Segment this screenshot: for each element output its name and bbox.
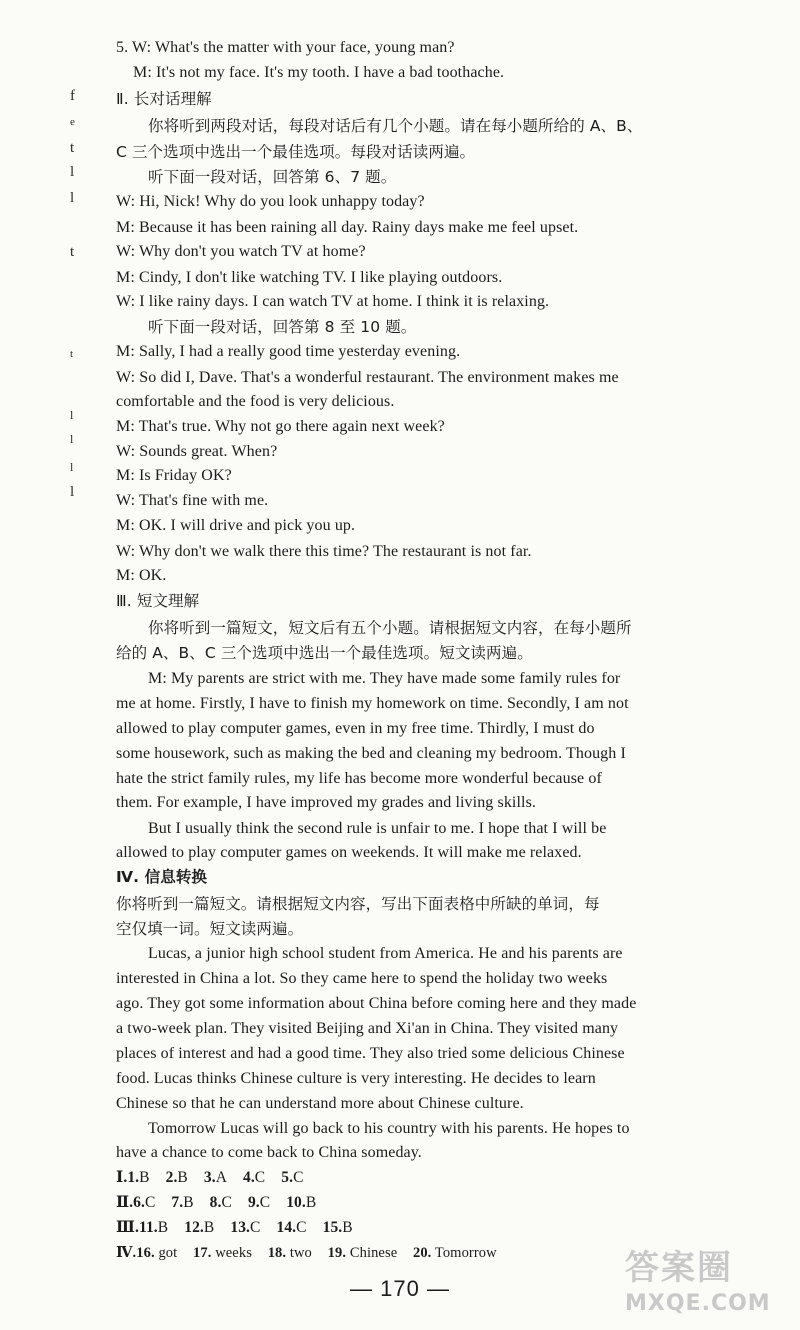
instruction: 空仅填一词。短文读两遍。 — [116, 920, 304, 938]
dialog-line: M: That's true. Why not go there again next week? — [116, 418, 445, 435]
passage-line: a two-week plan. They visited Beijing and Xi'an in China. They visited many — [116, 1020, 619, 1037]
answer-number: 3. — [203, 1169, 216, 1186]
passage-line: allowed to play computer games on weekends. It will make me relaxed. — [116, 844, 582, 861]
watermark-site: MXQE.COM — [625, 1291, 771, 1316]
answer-value: got — [158, 1245, 178, 1261]
dialog-line: W: Why don't you watch TV at home? — [116, 243, 366, 260]
passage-line: Lucas, a junior high school student from America. He and his parents are — [148, 945, 623, 962]
answer-value: C — [296, 1219, 307, 1236]
margin-mark: t — [70, 140, 75, 156]
answer-number: 16. — [136, 1245, 155, 1261]
passage-line: interested in China a lot. So they came here to spend the holiday two weeks — [116, 970, 608, 987]
answer-section-label: Ⅰ. — [116, 1169, 128, 1186]
passage-line: But I usually think the second rule is unfair to me. I hope that I will be — [148, 820, 607, 837]
answer-number: 1. — [127, 1169, 140, 1186]
answer-number: 18. — [267, 1245, 287, 1261]
answer-value: A — [215, 1169, 227, 1186]
dialog-line: W: I like rainy days. I can watch TV at home. I think it is relaxing. — [116, 293, 550, 310]
instruction: 给的 A、B、C 三个选项中选出一个最佳选项。短文读两遍。 — [116, 644, 533, 662]
answer-number: 7. — [171, 1194, 184, 1211]
passage-line: some housework, such as making the bed and cleaning my bedroom. Though I — [116, 745, 626, 762]
answer-value: B — [305, 1194, 317, 1211]
passage-line: food. Lucas thinks Chinese culture is very interesting. He decides to learn — [116, 1070, 596, 1087]
dialog-line: W: Why don't we walk there this time? The restaurant is not far. — [116, 543, 532, 560]
dialog-line: M: Because it has been raining all day. Rainy days make me feel upset. — [116, 219, 579, 236]
answer-number: 19. — [327, 1245, 347, 1261]
answer-row — [116, 1216, 365, 1240]
section-heading: Ⅳ. 信息转换 — [116, 868, 208, 886]
dialog-line: M: Is Friday OK? — [116, 467, 232, 484]
answer-value: weeks — [215, 1245, 252, 1261]
watermark-logo: 答案圈 — [625, 1248, 733, 1288]
dialog-line: W: Hi, Nick! Why do you look unhappy today? — [116, 193, 425, 210]
passage-line: them. For example, I have improved my grades and living skills. — [116, 794, 536, 811]
answer-section-label: Ⅳ. — [116, 1245, 137, 1261]
section-heading: Ⅲ. 短文理解 — [116, 592, 200, 610]
instruction: 你将听到一篇短文，短文后有五个小题。请根据短文内容，在每小题所 — [148, 619, 632, 637]
dialog-line: M: OK. — [116, 567, 167, 584]
instruction: 你将听到一篇短文。请根据短文内容，写出下面表格中所缺的单词，每 — [116, 895, 600, 913]
instruction: 你将听到两段对话，每段对话后有几个小题。请在每小题所给的 A、B、 — [148, 117, 643, 135]
passage-line: Chinese so that he can understand more about Chinese culture. — [116, 1095, 524, 1112]
answer-number: 12. — [184, 1219, 204, 1236]
dialog-line: M: It's not my face. It's my tooth. I have a bad toothache. — [133, 64, 505, 81]
answer-number: 5. — [281, 1169, 294, 1186]
margin-mark: l — [70, 460, 74, 474]
passage-line: places of interest and had a good time. They also tried some delicious Chinese — [116, 1045, 625, 1062]
dialog-line: W: Sounds great. When? — [116, 443, 278, 460]
passage-line: ago. They got some information about China before coming here and they made — [116, 995, 637, 1012]
margin-mark: l — [70, 484, 75, 500]
passage-line: M: My parents are strict with me. They have made some family rules for — [148, 670, 621, 687]
answer-value: B — [139, 1169, 150, 1186]
answer-value: B — [157, 1219, 169, 1236]
passage-line: me at home. Firstly, I have to finish my homework on time. Secondly, I am not — [116, 695, 629, 712]
answer-row — [116, 1166, 316, 1190]
answer-number: 4. — [242, 1169, 255, 1186]
margin-mark: l — [70, 432, 74, 446]
margin-mark: t — [70, 348, 74, 360]
dialog-line: comfortable and the food is very delicious. — [116, 393, 395, 410]
answer-number: 15. — [322, 1219, 343, 1236]
watermark — [625, 1240, 785, 1320]
dialog-line: M: Cindy, I don't like watching TV. I like playing outdoors. — [116, 269, 503, 286]
margin-mark: f — [70, 88, 75, 104]
answer-value: B — [342, 1219, 353, 1236]
instruction: C 三个选项中选出一个最佳选项。每段对话读两遍。 — [116, 143, 476, 161]
answer-number: 10. — [286, 1194, 306, 1211]
margin-mark: l — [70, 164, 75, 180]
margin-mark: t — [70, 244, 75, 260]
answer-number: 2. — [165, 1169, 178, 1186]
dialog-line: M: OK. I will drive and pick you up. — [116, 517, 356, 534]
passage-line: have a chance to come back to China someday. — [116, 1144, 422, 1161]
margin-mark: e — [70, 116, 75, 128]
answer-value: C — [259, 1194, 271, 1211]
sub-instruction: 听下面一段对话，回答第 6、7 题。 — [148, 168, 397, 186]
margin-mark: l — [70, 408, 74, 422]
answer-value: B — [203, 1219, 215, 1236]
answer-number: 11. — [138, 1219, 158, 1236]
answer-number: 9. — [247, 1194, 260, 1211]
answer-value: C — [254, 1169, 266, 1186]
answer-value: two — [289, 1245, 312, 1261]
dialog-line: W: So did I, Dave. That's a wonderful restaurant. The environment makes me — [116, 369, 619, 386]
passage-line: allowed to play computer games, even in my free time. Thirdly, I must do — [116, 720, 595, 737]
answer-number: 14. — [276, 1219, 297, 1236]
answer-value: Chinese — [349, 1245, 398, 1261]
answer-value: C — [293, 1169, 304, 1186]
answer-value: C — [144, 1194, 156, 1211]
answer-row — [116, 1191, 328, 1215]
answer-number: 17. — [193, 1245, 212, 1261]
answer-value: C — [250, 1219, 261, 1236]
answer-section-label: Ⅲ. — [116, 1219, 139, 1236]
page-number: — 170 — — [350, 1276, 450, 1301]
dialog-line: W: That's fine with me. — [116, 492, 269, 509]
answer-value: Tomorrow — [434, 1245, 497, 1261]
dialog-line: M: Sally, I had a really good time yesterday evening. — [116, 343, 461, 360]
margin-mark: l — [70, 190, 75, 206]
answer-row — [116, 1241, 509, 1265]
answer-number: 13. — [230, 1219, 251, 1236]
answer-section-label: Ⅱ. — [116, 1194, 134, 1211]
answer-number: 20. — [412, 1245, 432, 1261]
section-heading: Ⅱ. 长对话理解 — [116, 90, 212, 108]
sub-instruction: 听下面一段对话，回答第 8 至 10 题。 — [148, 318, 417, 336]
answer-value: B — [177, 1169, 188, 1186]
answer-value: B — [183, 1194, 194, 1211]
passage-line: hate the strict family rules, my life has become more wonderful because of — [116, 770, 602, 787]
passage-line: Tomorrow Lucas will go back to his country with his parents. He hopes to — [148, 1120, 630, 1137]
answer-number: 6. — [133, 1194, 145, 1211]
dialog-line: 5. W: What's the matter with your face, young man? — [116, 39, 455, 56]
answer-value: C — [221, 1194, 232, 1211]
answer-number: 8. — [209, 1194, 222, 1211]
